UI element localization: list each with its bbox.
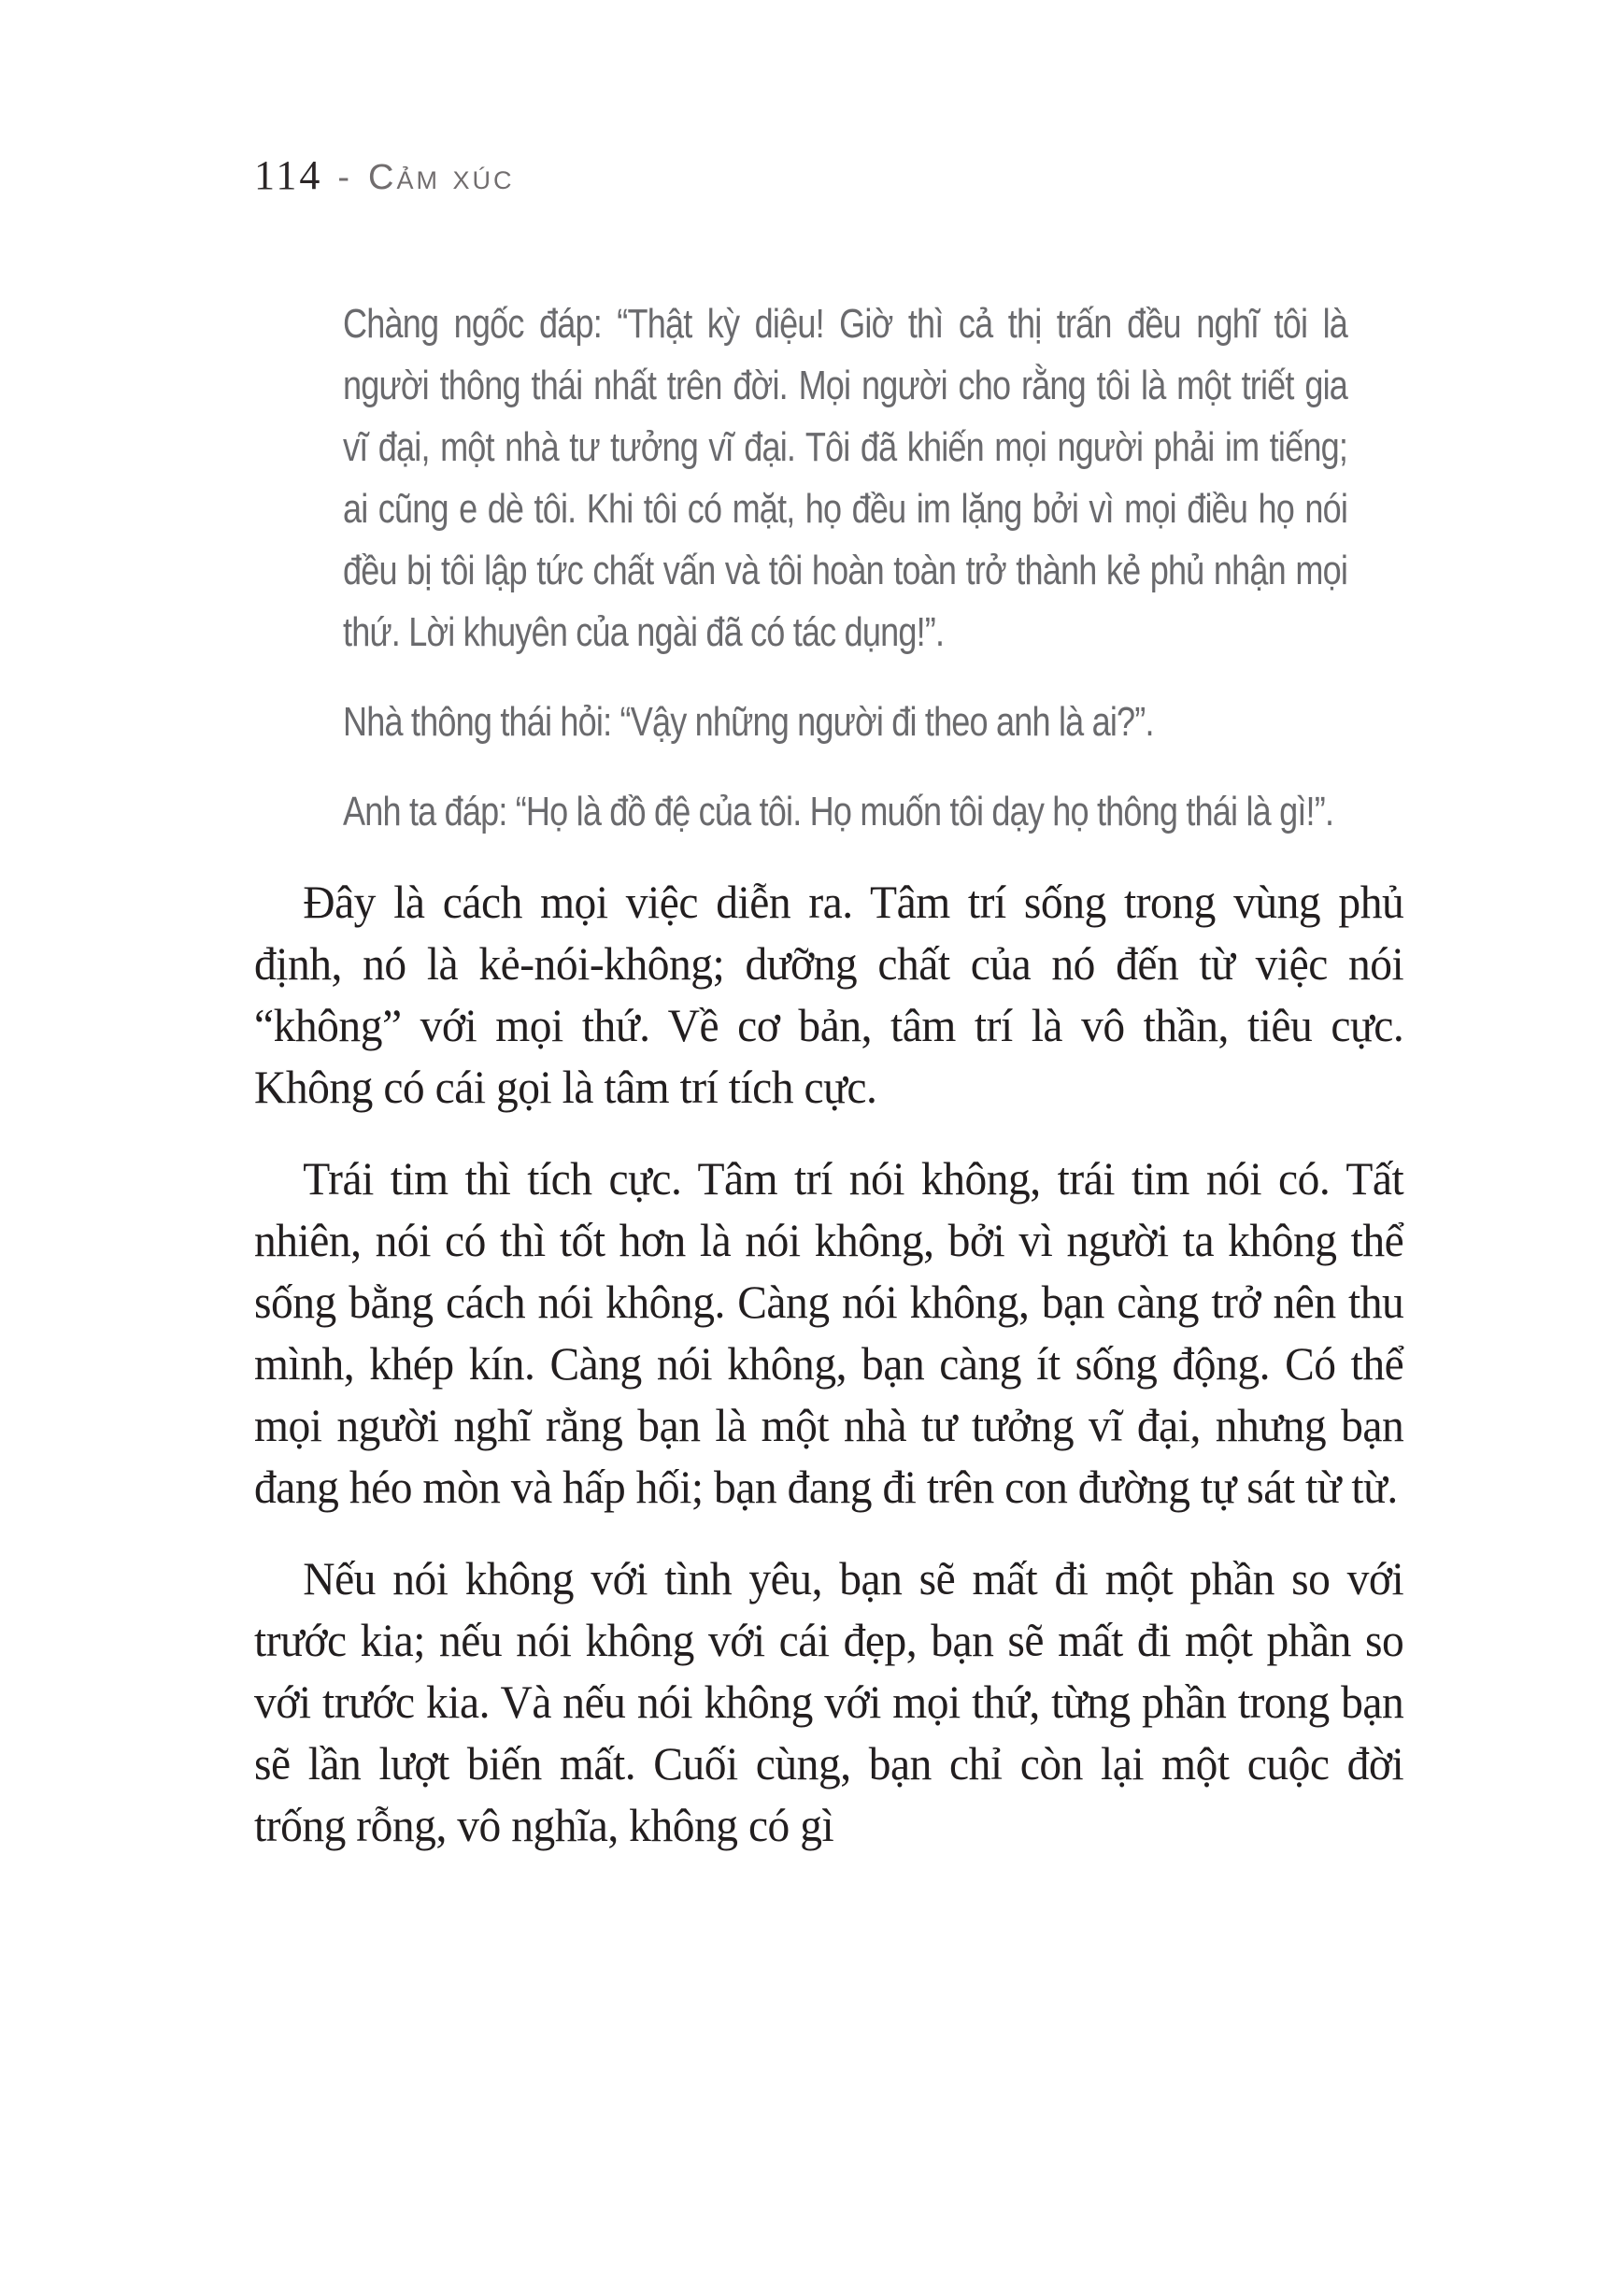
chapter-title: Cảm xúc (368, 158, 515, 197)
body-paragraph-2: Trái tim thì tích cực. Tâm trí nói không, trái tim nói có. Tất nhiên, nói có thì tốt hơn là nói không, bởi vì người ta không thể sống bằng cách nói không. Càng nói không, bạn càng trở nên thu mình, khép kín. Càng nói không, bạn càng ít sống động. Có thể mọi người nghĩ rằng bạn là một nhà tư tưởng vĩ đại, nhưng bạn đang héo mòn và hấp hối; bạn đang đi trên con đường tự sát từ từ. (254, 1152, 1404, 1513)
quote-block (343, 293, 1347, 843)
body-paragraph-3: Nếu nói không với tình yêu, bạn sẽ mất đi một phần so với trước kia; nếu nói không với cái đẹp, bạn sẽ mất đi một phần so với trước kia. Và nếu nói không với mọi thứ, từng phần trong bạn sẽ lần lượt biến mất. Cuối cùng, bạn chỉ còn lại một cuộc đời trống rỗng, vô nghĩa, không có gì (254, 1552, 1404, 1851)
body-paragraph-1: Đây là cách mọi việc diễn ra. Tâm trí sống trong vùng phủ định, nó là kẻ-nói-không; dưỡng chất của nó đến từ việc nói “không” với mọi thứ. Về cơ bản, tâm trí là vô thần, tiêu cực. Không có cái gọi là tâm trí tích cực. (254, 876, 1404, 1113)
quote-paragraph-1: Chàng ngốc đáp: “Thật kỳ diệu! Giờ thì cả thị trấn đều nghĩ tôi là người thông thái nhất trên đời. Mọi người cho rằng tôi là một triết gia vĩ đại, một nhà tư tưởng vĩ đại. Tôi đã khiến mọi người phải im tiếng; ai cũng e dè tôi. Khi tôi có mặt, họ đều im lặng bởi vì mọi điều họ nói đều bị tôi lập tức chất vấn và tôi hoàn toàn trở thành kẻ phủ nhận mọi thứ. Lời khuyên của ngài đã có tác dụng!”. (343, 301, 1348, 655)
quote-paragraph-3: Anh ta đáp: “Họ là đồ đệ của tôi. Họ muốn tôi dạy họ thông thái là gì!”. (343, 789, 1334, 834)
quote-paragraph-2: Nhà thông thái hỏi: “Vậy những người đi theo anh là ai?”. (343, 699, 1154, 745)
page-number: 114 (254, 152, 323, 198)
header-separator: - (337, 158, 350, 197)
page-header (254, 152, 515, 198)
page-content (254, 293, 1403, 1886)
body-block (254, 871, 1403, 1856)
